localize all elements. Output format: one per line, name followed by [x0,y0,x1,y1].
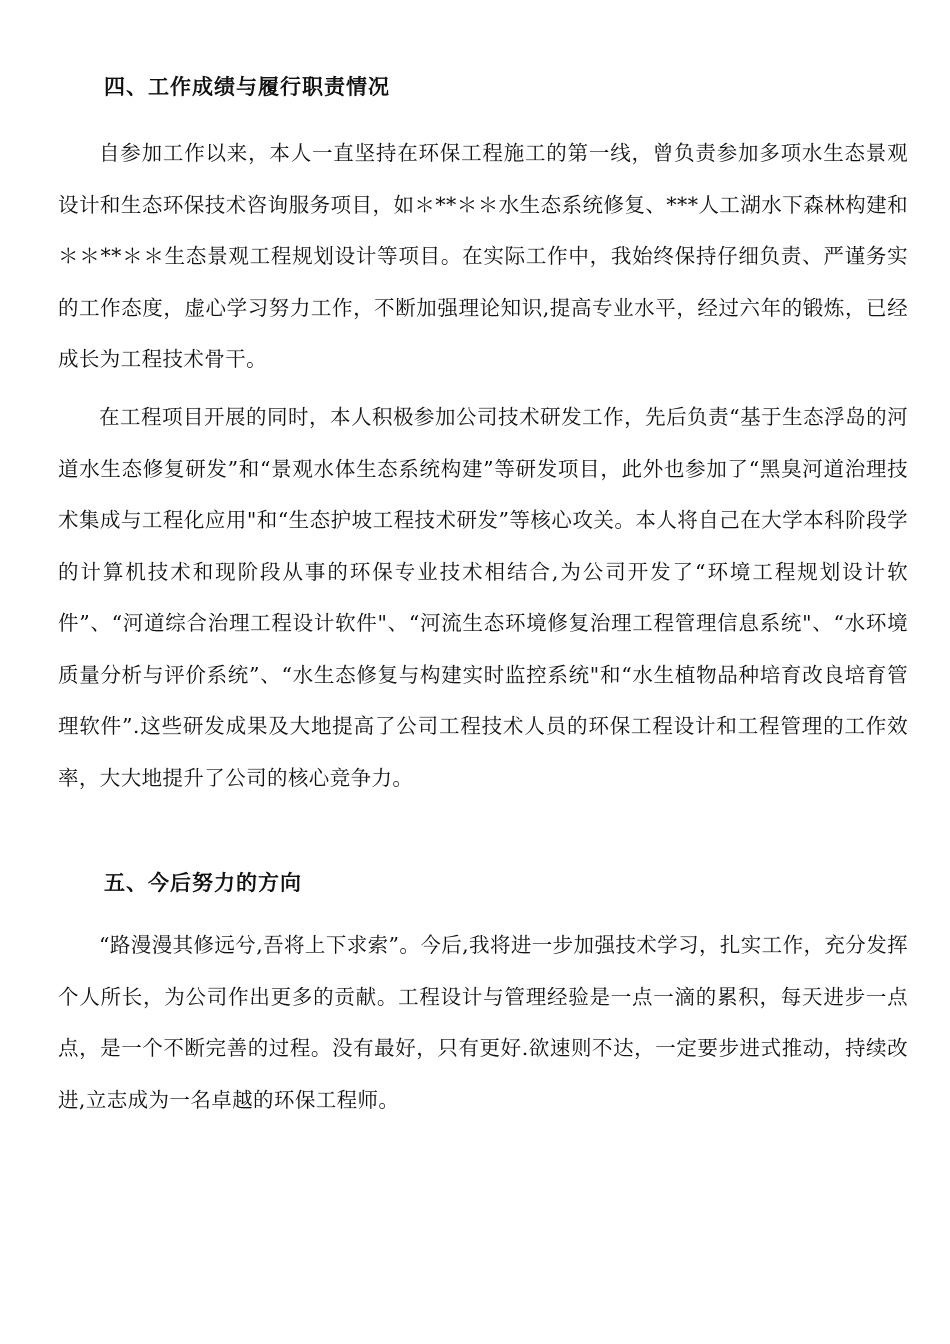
section-4-heading: 四、工作成绩与履行职责情况 [104,74,390,99]
section-4-paragraph-1: 自参加工作以来，本人一直坚持在环保工程施工的第一线，曾负责参加多项水生态景观设计和生态环保技术咨询服务项目，如＊**＊＊水生态系统修复、***人工湖水下森林构建和＊＊**＊＊生态景观工程规划设计等项目。在实际工作中，我始终保持仔细负责、严谨务实的工作态度，虚心学习努力工作，不断加强理论知识,提高专业水平，经过六年的锻炼，已经成长为工程技术骨干。 [58,141,908,371]
section-4-paragraph-2: 在工程项目开展的同时，本人积极参加公司技术研发工作，先后负责“基于生态浮岛的河道水生态修复研发”和“景观水体生态系统构建”等研发项目，此外也参加了“黑臭河道治理技术集成与工程化应用"和“生态护坡工程技术研发”等核心攻关。本人将自己在大学本科阶段学的计算机技术和现阶段从事的环保专业技术相结合,为公司开发了“环境工程规划设计软件”、“河道综合治理工程设计软件"、“河流生态环境修复治理工程管理信息系统"、“水环境质量分析与评价系统”、“水生态修复与构建实时监控系统"和“水生植物品种培育改良培育管理软件”.这些研发成果及大地提高了公司工程技术人员的环保工程设计和工程管理的工作效率，大大地提升了公司的核心竞争力。 [58,405,908,790]
section-5-heading: 五、今后努力的方向 [104,870,302,895]
section-5-paragraph-1: “路漫漫其修远兮,吾将上下求索”。今后,我将进一步加强技术学习，扎实工作，充分发挥个人所长，为公司作出更多的贡献。工程设计与管理经验是一点一滴的累积，每天进步一点点，是一个不断完善的过程。没有最好，只有更好.欲速则不达，一定要步进式推动，持续改进,立志成为一名卓越的环保工程师。 [58,933,908,1112]
